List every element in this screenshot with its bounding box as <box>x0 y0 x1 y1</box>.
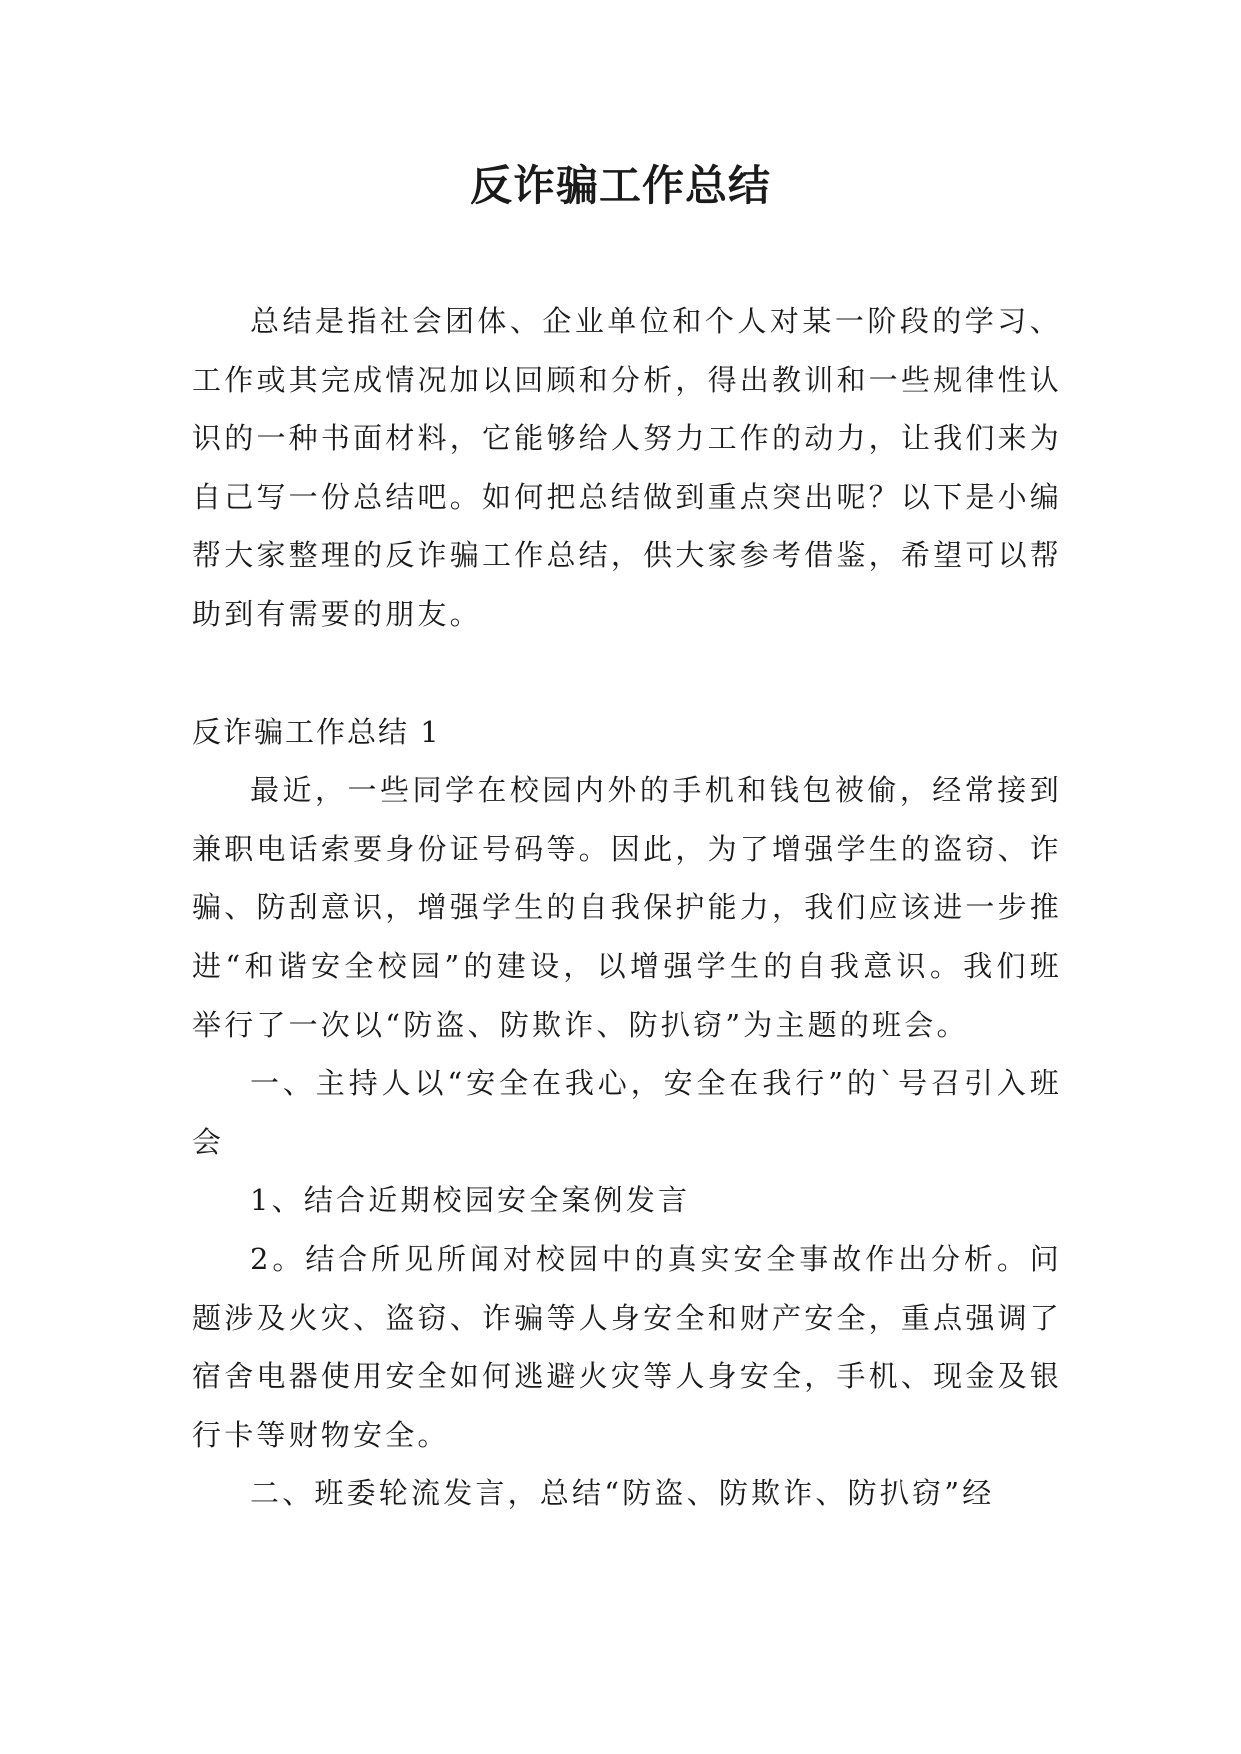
body-paragraph: 最近，一些同学在校园内外的手机和钱包被偷，经常接到兼职电话索要身份证号码等。因此，为了增强学生的盗窃、诈骗、防刮意识，增强学生的自我保护能力，我们应该进一步推进“和谐安全校园”的建设，以增强学生的自我意识。我们班举行了一次以“防盗、防欺诈、防扒窃”为主题的班会。 <box>192 773 1062 1042</box>
section-heading: 反诈骗工作总结 1 <box>192 714 441 749</box>
document-body <box>192 292 1062 1523</box>
body-paragraph: 2。结合所见所闻对校园中的真实安全事故作出分析。问题涉及火灾、盗窃、诈骗等人身安全和财产安全，重点强调了宿舍电器使用安全如何逃避火灾等人身安全，手机、现金及银行卡等财物安全。 <box>192 1241 1062 1452</box>
body-paragraph: 二、班委轮流发言，总结“防盗、防欺诈、防扒窃”经 <box>250 1476 995 1511</box>
body-paragraph: 一、主持人以“安全在我心，安全在我行”的`号召引入班会 <box>192 1066 1062 1159</box>
body-paragraph: 1、结合近期校园安全案例发言 <box>250 1183 691 1218</box>
document-title: 反诈骗工作总结 <box>469 161 771 210</box>
intro-paragraph: 总结是指社会团体、企业单位和个人对某一阶段的学习、工作或其完成情况加以回顾和分析，得出教训和一些规律性认识的一种书面材料，它能够给人努力工作的动力，让我们来为自己写一份总结吧。如何把总结做到重点突出呢？以下是小编帮大家整理的反诈骗工作总结，供大家参考借鉴，希望可以帮助到有需要的朋友。 <box>192 304 1062 631</box>
